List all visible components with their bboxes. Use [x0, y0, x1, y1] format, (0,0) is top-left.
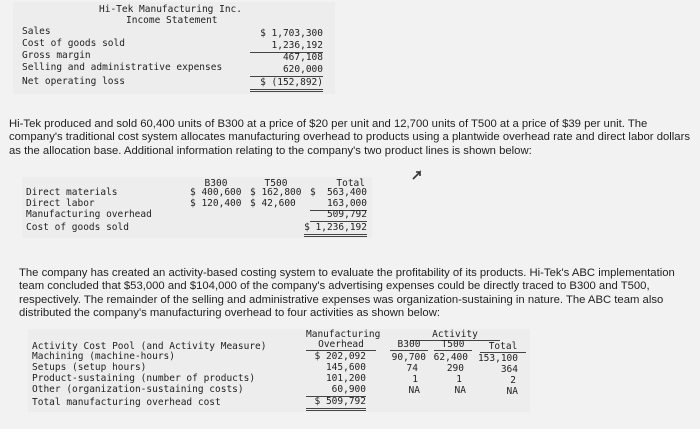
mo-header-line2: Overhead — [306, 340, 376, 351]
abc-b300: 1 — [412, 374, 418, 385]
company-name: Hi-Tek Manufacturing Inc. — [99, 4, 242, 15]
activity-header: Activity — [410, 330, 500, 341]
abc-mo: $ 202,092 — [314, 351, 366, 362]
cost-row-label: Cost of goods sold — [26, 222, 129, 233]
cost-total: 563,400 — [326, 187, 367, 198]
abc-total: 364 — [500, 364, 518, 375]
is-row-label: Cost of goods sold — [22, 38, 125, 49]
abc-row-label: Product-sustaining (number of products) — [32, 373, 256, 384]
abc-t500: NA — [454, 385, 466, 396]
col-header-b300: B300 — [204, 178, 228, 189]
cost-total: 509,792 — [310, 209, 367, 222]
abc-t500: 1 — [456, 374, 462, 385]
sub-header-t500: T500 — [434, 340, 472, 351]
abc-mo: 60,900 — [306, 384, 366, 397]
abc-t500: 62,400 — [433, 352, 468, 363]
cost-row-label: Direct materials — [26, 187, 118, 198]
sub-header-total: Total — [480, 342, 526, 353]
cost-b300: $ 400,600 — [190, 187, 242, 198]
cost-total: $ 1,236,192 — [304, 222, 367, 237]
cost-b300: $ 120,400 — [190, 198, 242, 209]
is-row-value: $ 1,703,300 — [260, 28, 323, 39]
cost-row-label: Direct labor — [26, 198, 95, 209]
abc-total: 2 — [510, 375, 516, 386]
abc-total: NA — [506, 386, 518, 397]
cost-total: 163,000 — [310, 198, 367, 211]
abc-col-label: Activity Cost Pool (and Activity Measure) — [32, 341, 267, 352]
abc-total-label: Total manufacturing overhead cost — [32, 397, 221, 408]
mo-header — [306, 329, 381, 351]
cost-total-prefix: $ — [310, 187, 316, 198]
abc-b300: 74 — [406, 363, 418, 374]
abc-b300: NA — [408, 385, 420, 396]
abc-total: 153,100 — [477, 353, 518, 364]
is-row-value: 1,236,192 — [250, 40, 323, 53]
abc-b300: 90,700 — [391, 352, 426, 363]
abc-mo: 145,600 — [325, 362, 366, 373]
abc-mo: 101,200 — [325, 373, 366, 384]
mo-header-line1: Manufacturing — [306, 329, 381, 340]
cost-t500: $ 162,800 — [250, 187, 302, 198]
col-header-t500: T500 — [264, 178, 288, 189]
statement-title: Income Statement — [126, 15, 218, 26]
cost-row-label: Manufacturing overhead — [26, 209, 152, 220]
abc-row-label: Machining (machine-hours) — [32, 351, 175, 362]
is-row-label: Sales — [22, 26, 51, 37]
abc-paragraph: The company has created an activity-based costing system to evaluate the profitability of its products. Hi-Tek's ABC implementation team concluded that $53,000 and $104,000 of the company's advertising expenses could be directly traced to B300 and T500, respectively. The remainder of the selling and administrative expenses was organization-sustaining in nature. The ABC team also distributed the company's manufacturing overhead to four activities as shown below: — [19, 267, 675, 320]
cursor-arrow-icon — [412, 167, 422, 185]
abc-total-value: $ 509,792 — [306, 396, 366, 411]
col-header-total: Total — [336, 178, 365, 189]
is-row-label: Gross margin — [22, 50, 91, 61]
abc-t500: 290 — [446, 363, 464, 374]
cost-t500: $ 42,600 — [250, 198, 296, 209]
abc-row-label: Setups (setup hours) — [32, 362, 147, 373]
sub-header-b300: B300 — [390, 340, 428, 351]
intro-paragraph: Hi-Tek produced and sold 60,400 units of B300 at a price of $20 per unit and 12,700 units of T500 at a price of $39 per unit. The company's traditional cost system allocates manufacturing overhead to products using a plantwide overhead rate and direct labor dollars as the allocation base. Additional information relating to the company's two product lines is shown below: — [9, 118, 690, 157]
abc-row-label: Other (organization-sustaining costs) — [32, 384, 244, 395]
is-row-label: Net operating loss — [22, 76, 125, 87]
is-row-value: $ (152,892) — [250, 77, 323, 92]
is-row-value: 620,000 — [250, 64, 323, 77]
is-row-label: Selling and administrative expenses — [22, 62, 223, 73]
is-row-value: 467,108 — [282, 52, 323, 63]
